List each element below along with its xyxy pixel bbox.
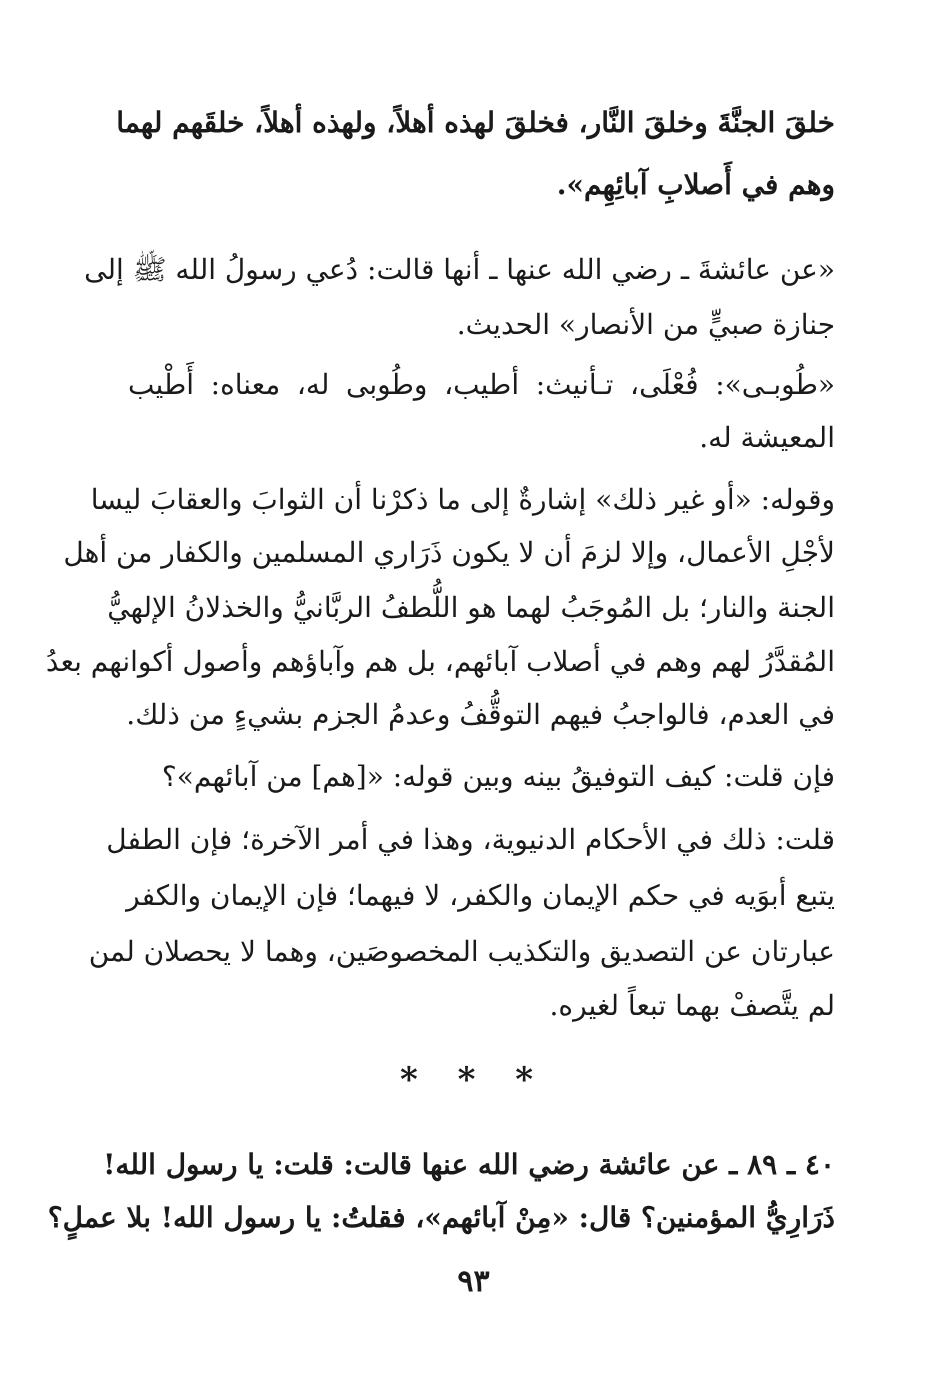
text-line: لأجْلِ الأعمال، وإلا لزمَ أن لا يكون ذَرَاري المسلمين والكفار من أهل <box>63 536 835 569</box>
text-line: «عن عائشةَ ـ رضي الله عنها ـ أنها قالت: دُعي رسولُ الله ﷺ إلى <box>84 253 835 286</box>
text-line: المُقدَّرُ لهم وهم في أصلاب آبائهم، بل هم وآباؤهم وأصول أكوانهم بعدُ <box>45 645 835 678</box>
text-line: جنازة صبيٍّ من الأنصار» الحديث. <box>456 308 835 341</box>
text-line: ذَرَارِيُّ المؤمنين؟ قال: «مِنْ آبائهم»، فقلتُ: يا رسول الله! بلا عملٍ؟ <box>47 1201 835 1234</box>
text-line: يتبع أبوَيه في حكم الإيمان والكفر، لا فيهما؛ فإن الإيمان والكفر <box>126 879 835 912</box>
text-line: وهم في أَصلابِ آبائِهِم». <box>556 168 835 201</box>
section-separator: * * * <box>399 1060 547 1100</box>
text-line: الجنة والنار؛ بل المُوجَبُ لهما هو اللُّطفُ الربَّانيُّ والخذلانُ الإلهيُّ <box>107 591 835 624</box>
text-line: عبارتان عن التصديق والتكذيب المخصوصَين، وهما لا يحصلان لمن <box>88 935 835 968</box>
text-line: وقوله: «أو غير ذلك» إشارةٌ إلى ما ذكرْنا أن الثوابَ والعقابَ ليسا <box>90 483 835 516</box>
text-line: «طُوبـى»: فُعْلَى، تـأنيث: أطيب، وطُوبى له، معناه: أَطْيب <box>128 368 835 401</box>
text-line: في العدم، فالواجبُ فيهم التوقُّفُ وعدمُ الجزم بشيءٍ من ذلك. <box>126 698 835 731</box>
text-line: لم يتَّصفْ بهما تبعاً لغيره. <box>549 989 835 1022</box>
text-line: المعيشة له. <box>699 421 835 454</box>
text-line: فإن قلت: كيف التوفيقُ بينه وبين قوله: «[هم] من آبائهم»؟ <box>161 760 835 793</box>
text-line: قلت: ذلك في الأحكام الدنيوية، وهذا في أمر الآخرة؛ فإن الطفل <box>106 823 835 856</box>
text-line: ٤٠ ـ ٨٩ ـ عن عائشة رضي الله عنها قالت: قلت: يا رسول الله! <box>103 1148 835 1181</box>
page-number: ٩٣ <box>457 1264 490 1299</box>
text-line: خلقَ الجنَّةَ وخلقَ النَّار، فخلقَ لهذه أهلاً، ولهذه أهلاً، خلقَهم لهما <box>116 106 835 139</box>
